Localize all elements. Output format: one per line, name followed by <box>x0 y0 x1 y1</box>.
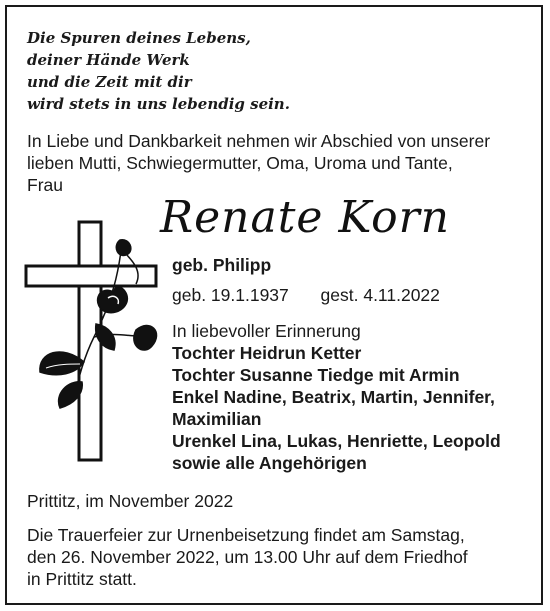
intro-line: Frau <box>27 175 63 195</box>
funeral-line: in Prittitz statt. <box>27 569 137 589</box>
intro-line: lieben Mutti, Schwiegermutter, Oma, Uroma und Tante, <box>27 153 453 173</box>
life-dates <box>172 284 440 306</box>
poem-line: deiner Hände Werk <box>27 51 190 69</box>
mourners <box>172 320 532 474</box>
maiden-name: geb. Philipp <box>172 255 272 275</box>
poem-line: und die Zeit mit dir <box>27 73 192 91</box>
mourners-intro: In liebevoller Erinnerung <box>172 321 361 341</box>
funeral-line: den 26. November 2022, um 13.00 Uhr auf dem Friedhof <box>27 547 468 567</box>
deceased-name: Renate Korn <box>160 192 450 243</box>
mourner-line: sowie alle Angehörigen <box>172 453 367 473</box>
mourner-line: Tochter Susanne Tiedge mit Armin <box>172 365 460 385</box>
mourner-line: Tochter Heidrun Ketter <box>172 343 362 363</box>
funeral-line: Die Trauerfeier zur Urnenbeisetzung findet am Samstag, <box>27 525 465 545</box>
death-date: gest. 4.11.2022 <box>320 285 440 305</box>
place-date: Prittitz, im November 2022 <box>27 491 234 511</box>
intro-line: In Liebe und Dankbarkeit nehmen wir Abschied von unserer <box>27 131 491 151</box>
mourner-line: Maximilian <box>172 409 262 429</box>
intro-text <box>27 130 517 196</box>
funeral-info <box>27 524 527 590</box>
mourner-line: Enkel Nadine, Beatrix, Martin, Jennifer, <box>172 387 495 407</box>
cross-rose-emblem <box>24 212 174 472</box>
poem-line: wird stets in uns lebendig sein. <box>27 95 290 113</box>
birth-date: geb. 19.1.1937 <box>172 285 289 305</box>
poem <box>27 27 290 115</box>
poem-line: Die Spuren deines Lebens, <box>27 29 251 47</box>
mourner-line: Urenkel Lina, Lukas, Henriette, Leopold <box>172 431 501 451</box>
